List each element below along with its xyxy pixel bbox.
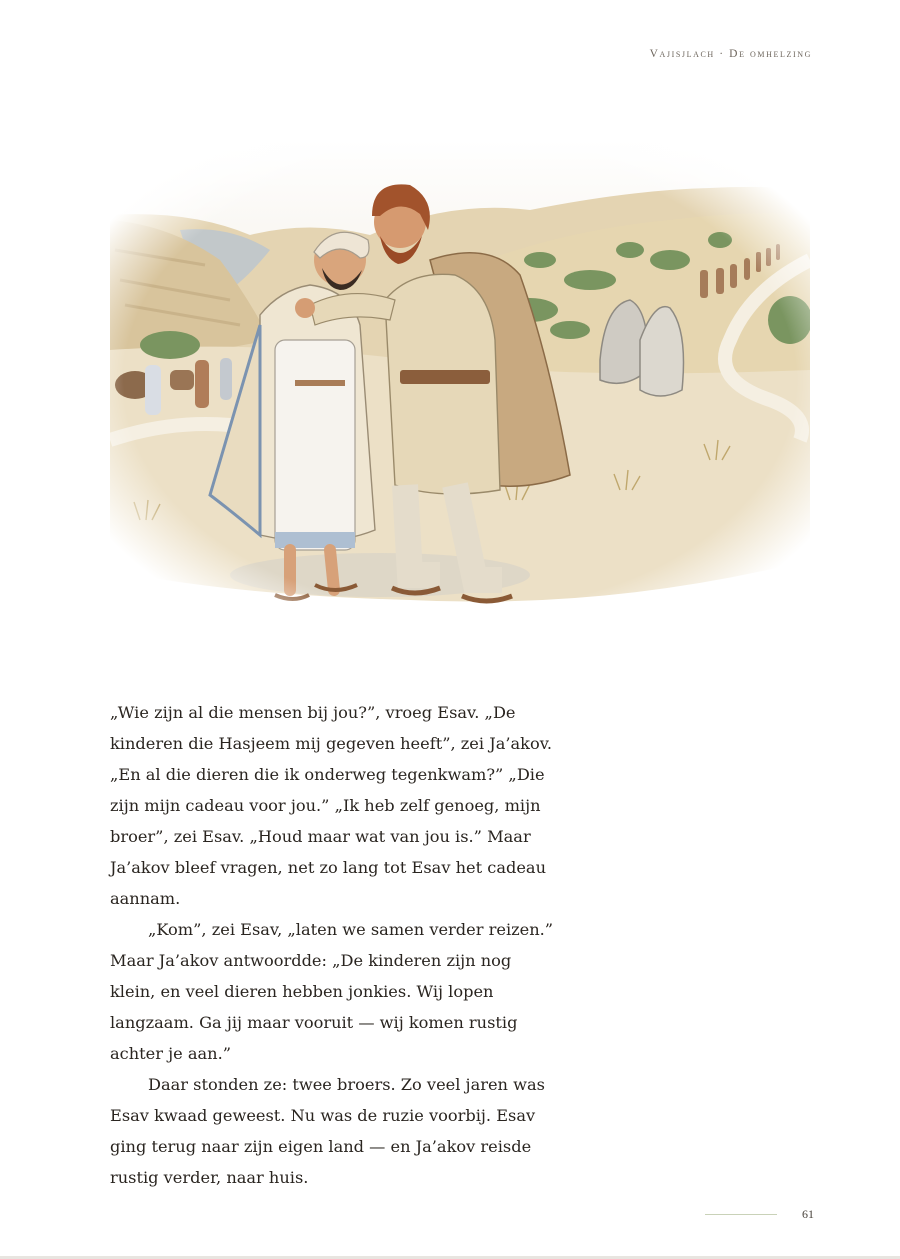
running-header: Vajisjlach · De omhelzing [649, 48, 812, 60]
paragraph-2: „Kom”, zei Esav, „laten we samen verder reizen.” Maar Ja’akov antwoordde: „De kinderen zijn nog klein, en veel dieren hebben jonkies. Wij lopen langzaam. Ga jij maar vooruit — wij komen rustig achter je aan.” [110, 920, 554, 1063]
body-text [110, 697, 560, 1193]
paragraph-1: „Wie zijn al die mensen bij jou?”, vroeg Esav. „De kinderen die Hasjeem mij gegeven heeft”, zei Ja’akov. „En al die dieren die ik onderweg tegenkwam?” „Die zijn mijn cadeau voor jou.” „Ik heb zelf genoeg, mijn broer”, zei Esav. „Houd maar wat van jou is.” Maar Ja’akov bleef vragen, net zo lang tot Esav het cadeau aannam. [110, 703, 553, 908]
paragraph-3: Daar stonden ze: twee broers. Zo veel jaren was Esav kwaad geweest. Nu was de ruzie voorbij. Esav ging terug naar zijn eigen land — en Ja’akov reisde rustig verder, naar huis. [110, 1075, 545, 1187]
page-number: 61 [802, 1207, 814, 1221]
folio-rule [705, 1214, 777, 1215]
illustration [110, 140, 810, 620]
